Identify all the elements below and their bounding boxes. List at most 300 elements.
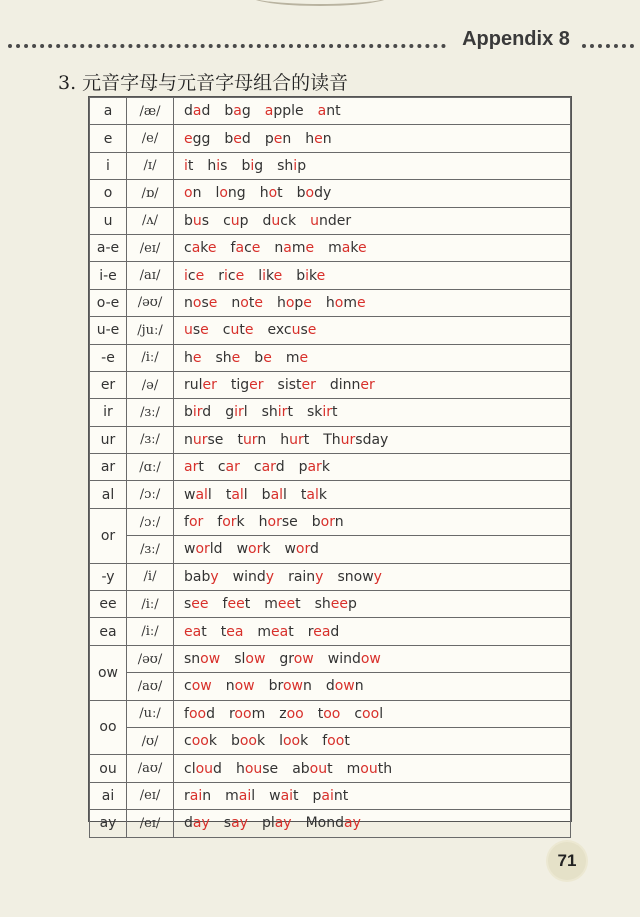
ipa-cell: /ɔː/ [127, 481, 174, 508]
plain-letters: n [231, 294, 241, 311]
letter-cell: ar [90, 454, 127, 481]
highlighted-letters: or [195, 541, 210, 558]
letter-cell: ai [90, 782, 127, 809]
example-word [237, 432, 266, 448]
highlighted-letters: e [231, 349, 241, 366]
example-word [328, 240, 366, 256]
plain-letters: d [309, 541, 319, 558]
letter-cell: ir [90, 399, 127, 426]
plain-letters: l [379, 705, 384, 722]
example-word [207, 158, 227, 174]
table-row [90, 180, 571, 207]
table-row [90, 98, 571, 125]
plain-letters: z [279, 705, 287, 722]
highlighted-letters: u [184, 322, 193, 339]
letter-cell: a-e [90, 234, 127, 261]
letter-cell: ow [90, 645, 127, 700]
plain-letters: b [296, 267, 306, 284]
highlighted-letters: ow [360, 651, 381, 667]
highlighted-letters: ow [191, 678, 212, 695]
plain-letters: n [184, 294, 193, 311]
highlighted-letters: or [267, 514, 282, 531]
plain-letters: t [295, 596, 301, 613]
plain-letters: nt [333, 787, 349, 804]
plain-letters: h [258, 514, 268, 531]
plain-letters: d [325, 678, 335, 695]
plain-letters: n [202, 787, 212, 804]
table-row [90, 591, 571, 618]
plain-letters: n [225, 678, 235, 695]
highlighted-letters: ee [277, 596, 296, 613]
plain-letters: d [206, 705, 215, 722]
highlighted-letters: e [251, 240, 261, 257]
plain-letters: l [258, 267, 263, 284]
highlighted-letters: e [305, 240, 315, 257]
example-word [326, 678, 364, 694]
ipa-cell: /ɔː/ [127, 508, 174, 535]
highlighted-letters: ar [225, 459, 240, 476]
example-words-cell [174, 98, 571, 125]
plain-letters: h [235, 760, 245, 777]
ipa-cell: /iː/ [127, 344, 174, 371]
letter-cell: ea [90, 618, 127, 645]
plain-letters: c [253, 459, 262, 476]
ipa-cell: /ɑː/ [127, 454, 174, 481]
example-words-cell [174, 289, 571, 316]
example-word [184, 377, 217, 393]
plain-letters: t [287, 404, 293, 421]
highlighted-letters: ai [189, 787, 203, 804]
highlighted-letters: ow [334, 678, 355, 695]
highlighted-letters: o [334, 294, 344, 311]
highlighted-letters: o [219, 185, 228, 202]
example-words-cell [174, 645, 571, 672]
example-word [184, 350, 202, 366]
phonics-table [88, 96, 572, 832]
plain-letters: ld [209, 541, 223, 558]
example-word [279, 651, 313, 667]
plain-letters: c [187, 267, 196, 284]
example-word [184, 268, 204, 284]
letter-cell: u [90, 207, 127, 234]
table-row [90, 125, 571, 152]
plain-letters: th [377, 760, 393, 777]
highlighted-letters: ow [282, 678, 303, 695]
example-word [292, 761, 332, 777]
plain-letters: l [243, 486, 248, 503]
ipa-cell: /ʌ/ [127, 207, 174, 234]
plain-letters: exc [267, 322, 292, 339]
highlighted-letters: e [192, 349, 202, 366]
example-words-cell [174, 234, 571, 261]
plain-letters: s [192, 322, 201, 339]
highlighted-letters: e [254, 294, 263, 311]
letter-cell: oo [90, 700, 127, 755]
highlighted-letters: a [283, 240, 292, 257]
table-row [90, 673, 571, 700]
letter-cell: -y [90, 563, 127, 590]
example-word [215, 185, 245, 201]
plain-letters: snow [337, 568, 374, 585]
letter-cell: i-e [90, 262, 127, 289]
plain-letters: h [325, 294, 335, 311]
page-number: 71 [548, 842, 586, 880]
example-words-cell [174, 563, 571, 590]
plain-letters: p [312, 787, 322, 804]
plain-letters: b [311, 514, 321, 531]
plain-letters: sl [234, 651, 246, 667]
example-words-cell [174, 426, 571, 453]
table-row [90, 454, 571, 481]
plain-letters: s [201, 212, 210, 229]
plain-letters: l [251, 787, 256, 804]
ipa-cell: /eɪ/ [127, 782, 174, 809]
plain-letters: se [262, 760, 279, 777]
example-word [269, 678, 312, 694]
highlighted-letters: i [305, 267, 309, 284]
example-word [184, 541, 223, 557]
plain-letters: n [302, 678, 312, 695]
highlighted-letters: ir [234, 404, 244, 421]
example-words-cell [174, 371, 571, 398]
example-word [310, 213, 351, 229]
plain-letters: h [280, 431, 290, 448]
highlighted-letters: al [270, 486, 284, 503]
example-word [315, 596, 357, 612]
ipa-cell: /aʊ/ [127, 755, 174, 782]
plain-letters: n [354, 678, 364, 695]
plain-letters: s [220, 157, 228, 174]
highlighted-letters: er [249, 377, 264, 394]
table-row [90, 344, 571, 371]
plain-letters: n [257, 431, 267, 448]
page-top-decoration [250, 0, 390, 6]
example-words-cell [174, 125, 571, 152]
highlighted-letters: oo [282, 733, 301, 750]
example-words-cell [174, 152, 571, 179]
plain-letters: k [350, 240, 358, 257]
highlighted-letters: al [306, 486, 319, 503]
plain-letters: sh [277, 157, 294, 174]
plain-letters: f [322, 733, 328, 750]
example-words-cell [174, 782, 571, 809]
ipa-cell: /ɜː/ [127, 399, 174, 426]
example-word [184, 624, 207, 640]
highlighted-letters: e [263, 349, 272, 366]
highlighted-letters: e [357, 294, 366, 311]
example-word [224, 815, 248, 831]
example-word [330, 377, 375, 393]
plain-letters: h [184, 349, 193, 366]
highlighted-letters: e [273, 130, 283, 147]
example-word [322, 733, 350, 749]
ipa-cell: /æ/ [127, 98, 174, 125]
example-words-cell [174, 810, 571, 837]
plain-letters: k [208, 733, 217, 750]
plain-letters: sh [261, 404, 278, 421]
table-row [90, 645, 571, 672]
plain-letters: c [184, 733, 192, 750]
table-row [90, 152, 571, 179]
plain-letters: pple [273, 103, 304, 120]
example-word [224, 131, 250, 147]
plain-letters: d [241, 130, 251, 147]
highlighted-letters: ay [231, 815, 248, 832]
highlighted-letters: ou [244, 760, 263, 777]
table-row [90, 262, 571, 289]
ipa-cell: /ɜː/ [127, 536, 174, 563]
highlighted-letters: oo [327, 733, 345, 750]
example-word [274, 240, 314, 256]
example-word [306, 815, 361, 831]
highlighted-letters: ir [322, 404, 333, 421]
highlighted-letters: ou [195, 760, 214, 777]
highlighted-letters: oo [239, 733, 257, 750]
ipa-cell: /uː/ [127, 700, 174, 727]
example-word [312, 514, 344, 530]
ipa-cell: /aɪ/ [127, 262, 174, 289]
plain-letters: wind [232, 568, 266, 585]
highlighted-letters: i [223, 267, 228, 284]
example-word [257, 624, 293, 640]
example-word [184, 158, 193, 174]
example-word [184, 678, 212, 694]
example-words-cell [174, 618, 571, 645]
example-word [184, 103, 210, 119]
example-word [328, 651, 381, 667]
example-word [184, 459, 204, 475]
highlighted-letters: oo [362, 705, 380, 722]
plain-letters: c [227, 267, 236, 284]
highlighted-letters: ea [226, 623, 244, 640]
plain-letters: wind [327, 651, 361, 667]
letter-cell: ou [90, 755, 127, 782]
plain-letters: w [284, 541, 296, 558]
letter-cell: -e [90, 344, 127, 371]
plain-letters: s [201, 294, 209, 311]
example-words-cell [174, 591, 571, 618]
plain-letters: m [328, 240, 342, 257]
plain-letters: n [334, 514, 344, 531]
example-word [313, 788, 349, 804]
plain-letters: c [354, 705, 363, 722]
highlighted-letters: a [317, 103, 327, 120]
example-word [241, 158, 263, 174]
plain-letters: r [228, 705, 235, 722]
highlighted-letters: ur [289, 431, 304, 448]
example-word [262, 815, 292, 831]
example-word [229, 706, 265, 722]
example-word [308, 624, 340, 640]
highlighted-letters: ow [200, 651, 221, 667]
plain-letters: rain [288, 568, 316, 585]
example-word [260, 185, 283, 201]
example-word [305, 131, 331, 147]
highlighted-letters: ay [344, 815, 361, 832]
plain-letters: w [269, 787, 281, 804]
highlighted-letters: ee [330, 596, 348, 613]
plain-letters: t [303, 431, 310, 448]
plain-letters: p [347, 596, 357, 613]
letter-cell: e [90, 125, 127, 152]
letter-cell: er [90, 371, 127, 398]
plain-letters: b [184, 404, 193, 421]
highlighted-letters: a [235, 240, 245, 257]
example-word [216, 350, 241, 366]
example-word [237, 541, 271, 557]
highlighted-letters: i [250, 157, 255, 174]
plain-letters: c [217, 459, 226, 476]
highlighted-letters: or [188, 514, 204, 531]
example-word [184, 432, 223, 448]
example-word [225, 788, 255, 804]
plain-letters: m [257, 623, 272, 640]
example-word [223, 322, 254, 338]
plain-letters: t [344, 733, 350, 750]
highlighted-letters: e [307, 322, 317, 339]
highlighted-letters: ee [227, 596, 245, 613]
highlighted-letters: u [230, 322, 240, 339]
example-word [231, 733, 265, 749]
highlighted-letters: y [373, 568, 382, 585]
highlighted-letters: er [360, 377, 375, 394]
table-row [90, 618, 571, 645]
highlighted-letters: oo [323, 705, 341, 722]
plain-letters: p [239, 212, 249, 229]
highlighted-letters: ee [191, 596, 209, 613]
table-row [90, 399, 571, 426]
example-word [184, 596, 209, 612]
plain-letters: l [243, 404, 248, 421]
ipa-cell: /juː/ [127, 317, 174, 344]
plain-letters: m [264, 596, 278, 613]
plain-letters: p [298, 459, 308, 476]
highlighted-letters: e [316, 267, 326, 284]
plain-letters: ng [227, 185, 246, 202]
highlighted-letters: e [357, 240, 367, 257]
plain-letters: t [327, 760, 333, 777]
example-word [301, 487, 327, 503]
example-word [184, 295, 217, 311]
example-word [233, 569, 274, 585]
example-word [264, 596, 300, 612]
plain-letters: s [223, 815, 232, 832]
ipa-cell: /ɪ/ [127, 152, 174, 179]
plain-letters: c [184, 678, 192, 695]
example-words-cell [174, 262, 571, 289]
highlighted-letters: e [303, 294, 312, 311]
plain-letters: g [254, 157, 264, 174]
highlighted-letters: ur [242, 431, 258, 448]
highlighted-letters: a [341, 240, 351, 257]
example-words-cell [174, 454, 571, 481]
plain-letters: t [187, 157, 194, 174]
highlighted-letters: ow [293, 651, 314, 667]
plain-letters: g [225, 404, 235, 421]
example-word [184, 815, 210, 831]
highlighted-letters: y [210, 568, 219, 585]
highlighted-letters: ai [238, 787, 252, 804]
ipa-cell: /eɪ/ [127, 810, 174, 837]
highlighted-letters: a [192, 103, 202, 120]
plain-letters: t [288, 623, 294, 640]
example-word [184, 514, 203, 530]
highlighted-letters: or [320, 514, 335, 531]
ipa-cell: /ə/ [127, 371, 174, 398]
example-word [184, 788, 211, 804]
plain-letters: p [297, 157, 307, 174]
plain-letters: k [300, 733, 309, 750]
example-word [277, 158, 306, 174]
plain-letters: b [184, 212, 193, 229]
highlighted-letters: oo [191, 733, 209, 750]
plain-letters: sk [306, 404, 323, 421]
plain-letters: c [222, 322, 231, 339]
plain-letters: d [262, 212, 272, 229]
letter-cell: o [90, 180, 127, 207]
highlighted-letters: e [235, 267, 245, 284]
plain-letters: w [184, 541, 196, 558]
plain-letters: b [254, 349, 264, 366]
example-words-cell [174, 180, 571, 207]
example-word [286, 350, 308, 366]
example-words-cell [174, 207, 571, 234]
highlighted-letters: o [192, 294, 202, 311]
plain-letters: d [201, 103, 211, 120]
highlighted-letters: er [202, 377, 217, 394]
letter-cell: ur [90, 426, 127, 453]
highlighted-letters: e [200, 322, 209, 339]
plain-letters: rul [184, 377, 203, 394]
plain-letters: n [184, 431, 193, 448]
plain-letters: h [276, 294, 286, 311]
highlighted-letters: a [191, 240, 201, 257]
highlighted-letters: o [285, 294, 295, 311]
plain-letters: tig [230, 377, 250, 394]
highlighted-letters: e [184, 130, 193, 147]
plain-letters: p [294, 294, 304, 311]
plain-letters: d [213, 760, 222, 777]
plain-letters: sist [277, 377, 302, 394]
ipa-cell: /e/ [127, 125, 174, 152]
example-words-cell [174, 536, 571, 563]
plain-letters: n [282, 130, 292, 147]
plain-letters: gg [192, 130, 211, 147]
plain-letters: t [248, 294, 255, 311]
plain-letters: t [201, 623, 207, 640]
example-word [279, 706, 304, 722]
example-word [221, 624, 244, 640]
highlighted-letters: ur [192, 431, 208, 448]
example-word [354, 706, 383, 722]
highlighted-letters: u [230, 212, 240, 229]
ipa-cell: /iː/ [127, 618, 174, 645]
plain-letters: nder [318, 212, 352, 229]
highlighted-letters: i [184, 267, 188, 284]
example-word [218, 268, 244, 284]
highlighted-letters: ea [184, 623, 202, 640]
plain-letters: t [237, 431, 243, 448]
highlighted-letters: e [207, 240, 217, 257]
plain-letters: gr [279, 651, 294, 667]
highlighted-letters: ar [307, 459, 322, 476]
plain-letters: p [264, 130, 274, 147]
plain-letters: k [262, 541, 271, 558]
example-words-cell [174, 508, 571, 535]
plain-letters: k [256, 733, 266, 750]
plain-letters: d [275, 459, 285, 476]
plain-letters: m [346, 760, 361, 777]
